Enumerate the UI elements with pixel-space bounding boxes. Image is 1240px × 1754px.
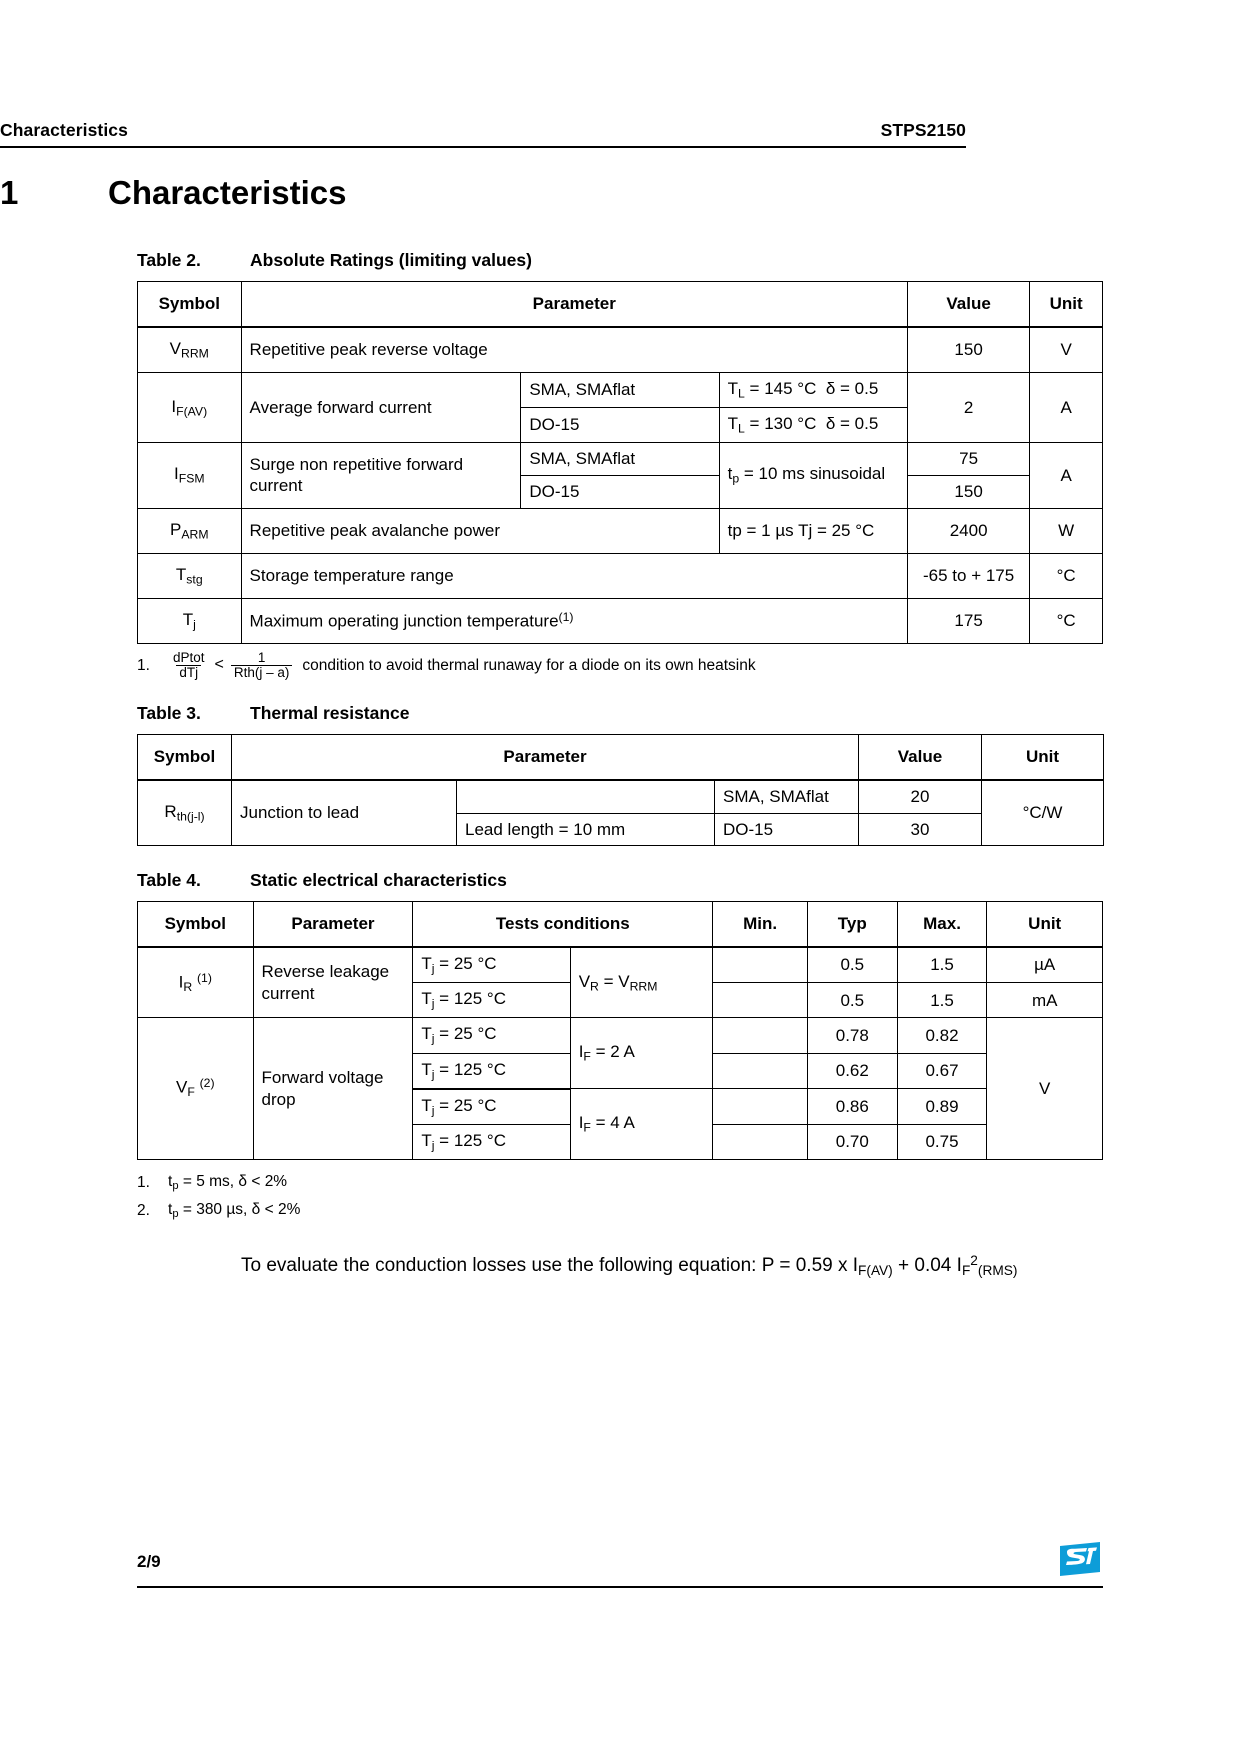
table4-typ-ir-2: 0.5 <box>807 983 897 1018</box>
cond-sub: L <box>738 386 745 401</box>
symbol-sub: F(AV) <box>176 403 208 418</box>
cond-val: = 5 ms, δ < 2% <box>178 1172 288 1190</box>
table-row <box>138 1018 1103 1053</box>
table2-col-unit: Unit <box>1030 282 1103 328</box>
table2-caption <box>137 250 1103 271</box>
table4-unit-vf: V <box>987 1018 1103 1159</box>
cond-val: = 130 °C <box>744 414 817 434</box>
table3-param-junction-to-lead: Junction to lead <box>232 780 457 846</box>
cond-sym: t <box>727 464 733 484</box>
table4-cond-vf-tj25-b <box>413 1089 570 1125</box>
cond-sym: T <box>421 1059 432 1079</box>
footnote-text <box>168 1200 300 1222</box>
table2-title: Absolute Ratings (limiting values) <box>250 250 532 270</box>
table4-typ-vf-2: 0.62 <box>807 1053 897 1089</box>
table3-col-symbol: Symbol <box>138 734 232 780</box>
table2-param-parm: Repetitive peak avalanche power <box>241 508 719 553</box>
table4-unit-ir-1: µA <box>987 947 1103 983</box>
footnote-number: 1. <box>137 656 150 674</box>
table2-pkg-ifav-1: SMA, SMAflat <box>521 373 719 408</box>
table4-col-typ: Typ <box>807 902 897 948</box>
table4-cond-ir-tj25 <box>413 947 570 983</box>
fraction-numerator: 1 <box>257 649 266 665</box>
cond-sym: T <box>421 1130 432 1150</box>
table2-symbol-parm <box>138 508 242 553</box>
table-row <box>138 443 1103 476</box>
table3-label: Table 3. <box>137 702 201 723</box>
table4-unit-ir-2: mA <box>987 983 1103 1018</box>
table2-col-parameter: Parameter <box>241 282 907 328</box>
cond-sub: j <box>431 961 435 976</box>
symbol-main: V <box>169 338 181 358</box>
cond-sym: T <box>727 379 739 398</box>
chapter-title: Characteristics <box>108 174 347 211</box>
table2-value-parm: 2400 <box>907 508 1029 553</box>
symbol-sub: j <box>193 617 196 632</box>
table-static-electrical-characteristics <box>137 901 1103 1159</box>
table4-typ-vf-4: 0.70 <box>807 1124 897 1159</box>
footnote-number: 1. <box>137 1173 150 1191</box>
table2-value-ifsm-2: 150 <box>907 475 1029 508</box>
footer-divider <box>137 1586 1103 1588</box>
table2-param-vrrm: Repetitive peak reverse voltage <box>241 327 907 373</box>
footnote-number: 2. <box>137 1202 150 1220</box>
table3-title: Thermal resistance <box>250 702 410 723</box>
table4-col-symbol: Symbol <box>138 902 254 948</box>
symbol-main: I <box>178 972 184 992</box>
symbol-main: I <box>171 396 177 416</box>
chapter-heading <box>0 174 966 212</box>
table3-symbol-rth <box>138 780 232 846</box>
cond-val: = 125 °C <box>434 1059 506 1079</box>
table4-param-forward-voltage: Forward voltage drop <box>253 1018 413 1159</box>
table3-col-value: Value <box>859 734 982 780</box>
symbol-sub: FSM <box>178 471 205 486</box>
symbol-sub: F <box>187 1085 195 1100</box>
cond-sub2: RRM <box>629 979 658 994</box>
cond-delta: δ = 0.5 <box>825 414 879 434</box>
table2-value-ifav: 2 <box>907 373 1029 443</box>
cond-sym: t <box>168 1201 173 1219</box>
table2-unit-tstg: °C <box>1030 553 1103 598</box>
table2-unit-parm: W <box>1030 508 1103 553</box>
table4-min-ir-2 <box>713 983 808 1018</box>
symbol-main: T <box>175 564 187 584</box>
cond-sub: j <box>431 1138 435 1153</box>
table4-col-tests-conditions: Tests conditions <box>413 902 713 948</box>
table4-cond-vf-tj125-a <box>413 1053 570 1089</box>
table4-param-reverse-leakage: Reverse leakage current <box>253 947 413 1018</box>
cond-sym: I <box>578 1042 584 1062</box>
cond-sub: j <box>431 1031 435 1046</box>
footnote-ref: (1) <box>196 970 212 985</box>
equation-text-mid: + 0.04 I <box>892 1255 962 1277</box>
table3-unit: °C/W <box>982 780 1104 846</box>
table2-pkg-ifav-2: DO-15 <box>521 408 719 443</box>
header-part-number: STPS2150 <box>880 120 966 140</box>
table4-typ-vf-1: 0.78 <box>807 1018 897 1053</box>
fraction-denominator: dTj <box>176 665 201 681</box>
table-row <box>138 598 1103 643</box>
header-section-title: Characteristics <box>0 120 128 140</box>
table-row <box>138 947 1103 983</box>
table4-footnote-2 <box>137 1200 1103 1222</box>
cond-sym: T <box>421 954 432 974</box>
running-header <box>0 120 966 141</box>
table4-cond-vf-if4a <box>570 1089 713 1160</box>
cond-mid: = V <box>598 971 630 991</box>
fraction-denominator: Rth(j – a) <box>231 665 293 681</box>
table3-subparam-1 <box>457 780 715 813</box>
fraction-one-over-rth <box>231 651 293 681</box>
table2-param-ifav: Average forward current <box>241 373 521 443</box>
cond-sub: j <box>431 1066 435 1081</box>
cond-sub: p <box>172 1208 179 1221</box>
chapter-number: 1 <box>0 174 19 211</box>
table4-col-max: Max. <box>897 902 987 948</box>
cond-sub: F <box>583 1049 591 1064</box>
table2-symbol-ifsm <box>138 443 242 509</box>
table3-col-parameter: Parameter <box>232 734 859 780</box>
symbol-sub: ARM <box>181 527 209 542</box>
st-logo <box>1057 1540 1103 1578</box>
table3-caption <box>137 703 1103 724</box>
table4-min-vf-3 <box>713 1089 808 1125</box>
cond-delta: δ = 0.5 <box>825 379 879 398</box>
symbol-sub: stg <box>186 572 203 587</box>
footnote-ref: (2) <box>199 1076 215 1091</box>
table3-header-row <box>138 734 1104 780</box>
footnote-text <box>168 1172 287 1194</box>
table4-max-ir-2: 1.5 <box>897 983 987 1018</box>
table4-min-vf-1 <box>713 1018 808 1053</box>
table2-symbol-tstg <box>138 553 242 598</box>
table4-caption <box>137 870 1103 891</box>
table2-unit-tj: °C <box>1030 598 1103 643</box>
table-row <box>138 327 1103 373</box>
cond-sym: V <box>578 971 591 991</box>
cond-val: = 4 A <box>590 1112 635 1132</box>
table2-symbol-ifav <box>138 373 242 443</box>
cond-val: = 25 °C <box>434 1024 497 1044</box>
conduction-losses-equation <box>137 1252 1103 1280</box>
table-row <box>138 780 1104 813</box>
symbol-sub: RRM <box>181 346 209 361</box>
table-row <box>138 373 1103 408</box>
table4-cond-ir-tj125 <box>413 983 570 1018</box>
table2-cond-ifav-1 <box>719 373 907 408</box>
table-absolute-ratings <box>137 281 1103 644</box>
equation-sup-2: 2 <box>970 1253 978 1268</box>
table2-header-row <box>138 282 1103 328</box>
table2-param-tstg: Storage temperature range <box>241 553 907 598</box>
cond-val: = 25 °C <box>434 954 497 974</box>
table4-title: Static electrical characteristics <box>250 870 507 891</box>
table2-symbol-vrrm <box>138 327 242 373</box>
cond-sub: p <box>172 1179 179 1192</box>
page-number: 2/9 <box>137 1552 161 1571</box>
table4-max-vf-4: 0.75 <box>897 1124 987 1159</box>
table3-value-2: 30 <box>859 813 982 846</box>
table4-col-parameter: Parameter <box>253 902 413 948</box>
table2-col-value: Value <box>907 282 1029 328</box>
cond-sub: p <box>732 471 740 486</box>
cond-val: = 125 °C <box>434 989 506 1009</box>
table2-param-tj <box>241 598 907 643</box>
table2-symbol-tj <box>138 598 242 643</box>
table3-subparam-2: Lead length = 10 mm <box>457 813 715 846</box>
symbol-sub: R <box>183 979 193 994</box>
table-row <box>138 553 1103 598</box>
table2-footnote-1 <box>137 651 1103 681</box>
cond-val: = 25 °C <box>434 1095 497 1115</box>
table2-pkg-ifsm-1: SMA, SMAflat <box>521 443 719 476</box>
table2-unit-ifsm: A <box>1030 443 1103 509</box>
table4-header-row <box>138 902 1103 948</box>
table4-col-min: Min. <box>713 902 808 948</box>
symbol-main: P <box>170 519 182 539</box>
table4-cond-vf-if2a <box>570 1018 713 1089</box>
table2-param-ifsm: Surge non repetitive forward current <box>241 443 521 509</box>
cond-sym: T <box>727 414 739 434</box>
table4-min-vf-2 <box>713 1053 808 1089</box>
table4-label: Table 4. <box>137 870 201 891</box>
fraction-numerator: dPtot <box>173 649 205 665</box>
table4-min-vf-4 <box>713 1124 808 1159</box>
table4-max-vf-2: 0.67 <box>897 1053 987 1089</box>
table4-min-ir-1 <box>713 947 808 983</box>
table4-typ-ir-1: 0.5 <box>807 947 897 983</box>
table-row <box>138 508 1103 553</box>
table4-max-vf-3: 0.89 <box>897 1089 987 1125</box>
table4-footnote-1 <box>137 1172 1103 1194</box>
cond-sub: j <box>431 996 435 1011</box>
cond-val: = 2 A <box>590 1042 635 1062</box>
table4-symbol-ir <box>138 947 254 1018</box>
symbol-main: V <box>176 1077 188 1097</box>
footnote-ref: (1) <box>558 609 574 624</box>
cond-sym: I <box>578 1112 584 1132</box>
cond-val: = 145 °C <box>744 379 817 398</box>
fraction-dptot-dtj <box>170 651 208 681</box>
cond-sub: L <box>738 421 745 436</box>
table4-symbol-vf <box>138 1018 254 1159</box>
cond-sym: T <box>421 1095 432 1115</box>
footnote-text: condition to avoid thermal runaway for a diode on its own heatsink <box>302 656 756 674</box>
table2-label: Table 2. <box>137 250 201 270</box>
equation-sub-rms: (RMS) <box>977 1262 1018 1278</box>
table2-value-ifsm-1: 75 <box>907 443 1029 476</box>
table2-pkg-ifsm-2: DO-15 <box>521 475 719 508</box>
table4-cond-vf-tj25-a <box>413 1018 570 1053</box>
cond-sub: R <box>590 979 599 994</box>
table4-col-unit: Unit <box>987 902 1103 948</box>
table3-pkg-2: DO-15 <box>715 813 859 846</box>
table4-cond-ir-vr <box>570 947 713 1018</box>
symbol-main: I <box>173 464 179 484</box>
table3-col-unit: Unit <box>982 734 1104 780</box>
cond-sym: T <box>421 989 432 1009</box>
table2-value-tstg: -65 to + 175 <box>907 553 1029 598</box>
table3-pkg-1: SMA, SMAflat <box>715 780 859 813</box>
param-text: Maximum operating junction temperature <box>249 611 559 631</box>
table2-unit-vrrm: V <box>1030 327 1103 373</box>
table4-cond-vf-tj125-b <box>413 1124 570 1159</box>
table3-value-1: 20 <box>859 780 982 813</box>
symbol-main: R <box>164 802 177 822</box>
cond-sub: j <box>431 1103 435 1118</box>
table2-cond-ifsm <box>719 443 907 509</box>
cond-val: = 380 µs, δ < 2% <box>178 1201 301 1219</box>
table4-max-vf-1: 0.82 <box>897 1018 987 1053</box>
table4-typ-vf-3: 0.86 <box>807 1089 897 1125</box>
table2-value-vrrm: 150 <box>907 327 1029 373</box>
symbol-sub: th(j-l) <box>176 809 205 824</box>
table4-max-ir-1: 1.5 <box>897 947 987 983</box>
table2-col-symbol: Symbol <box>138 282 242 328</box>
equation-sub-f: F <box>961 1262 971 1278</box>
header-divider <box>0 146 966 148</box>
cond-val: = 125 °C <box>434 1130 506 1150</box>
table2-cond-ifav-2 <box>719 408 907 443</box>
table-thermal-resistance <box>137 734 1104 847</box>
table2-unit-ifav: A <box>1030 373 1103 443</box>
symbol-main: T <box>182 609 194 629</box>
cond-sub: F <box>583 1120 591 1135</box>
table2-cond-parm: tp = 1 µs Tj = 25 °C <box>719 508 907 553</box>
cond-sym: t <box>168 1172 173 1190</box>
cond-val: = 10 ms sinusoidal <box>739 464 886 484</box>
equation-text-pre: To evaluate the conduction losses use the following equation: P = 0.59 x I <box>241 1255 859 1277</box>
equation-sub-fav: F(AV) <box>858 1262 893 1278</box>
less-than-operator: < <box>214 656 224 674</box>
cond-sym: T <box>421 1024 432 1044</box>
table2-value-tj: 175 <box>907 598 1029 643</box>
